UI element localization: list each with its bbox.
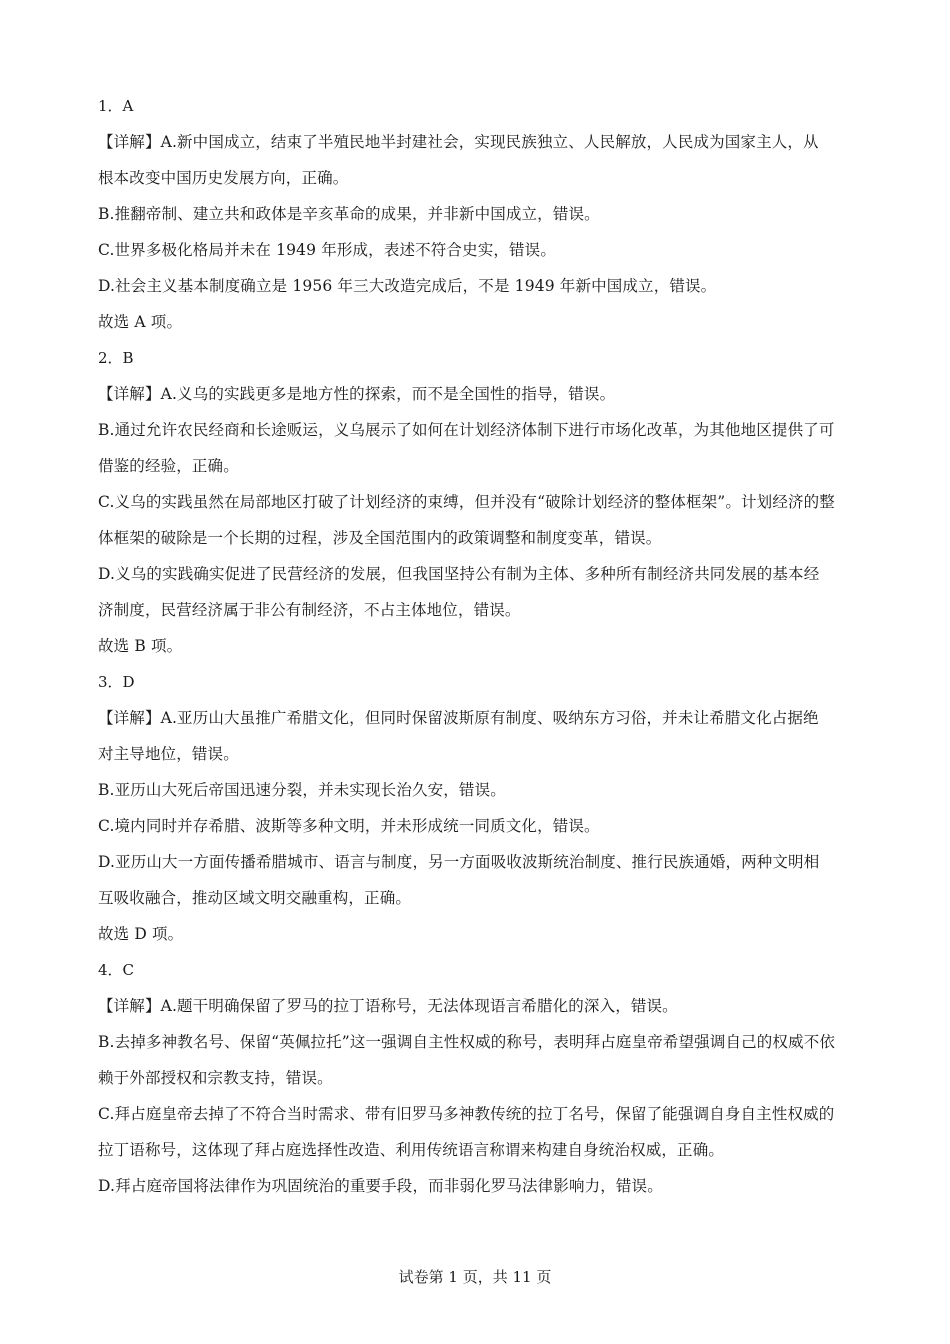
question-block-4 (98, 961, 858, 1195)
text-line: B.去掉多神教名号、保留“英佩拉托”这一强调自主性权威的称号，表明拜占庭皇帝希望强调自己的权威不依 (98, 1033, 836, 1051)
text-line: 体框架的破除是一个长期的过程，涉及全国范围内的政策调整和制度变革，错误。 (98, 529, 662, 547)
text-line: D.义乌的实践确实促进了民营经济的发展，但我国坚持公有制为主体、多种所有制经济共同发展的基本经 (98, 565, 820, 583)
text-line: 互吸收融合，推动区域文明交融重构，正确。 (98, 889, 412, 907)
conclusion-line (98, 637, 858, 655)
text-line: 【详解】A.题干明确保留了罗马的拉丁语称号，无法体现语言希腊化的深入，错误。 (98, 997, 678, 1015)
text-line: D.拜占庭帝国将法律作为巩固统治的重要手段，而非弱化罗马法律影响力，错误。 (98, 1177, 663, 1195)
text-line: 拉丁语称号，这体现了拜占庭选择性改造、利用传统语言称谓来构建自身统治权威，正确。 (98, 1141, 725, 1159)
text-line: B.通过允许农民经商和长途贩运，义乌展示了如何在计划经济体制下进行市场化改革，为其他地区提供了可 (98, 421, 835, 439)
text-line: 对主导地位，错误。 (98, 745, 239, 763)
conclusion-line (98, 925, 858, 943)
text-line: C.拜占庭皇帝去掉了不符合当时需求、带有旧罗马多神教传统的拉丁名号，保留了能强调自身自主性权威的 (98, 1105, 835, 1123)
page-footer: 试卷第 1 页，共 11 页 (398, 1268, 552, 1286)
explanation-paragraph (98, 1177, 858, 1195)
question-block-1 (98, 97, 858, 331)
question-block-3 (98, 673, 858, 943)
explanation-paragraph (98, 205, 858, 223)
text-line: B.亚历山大死后帝国迅速分裂，并未实现长治久安，错误。 (98, 781, 506, 799)
text-line: C.世界多极化格局并未在 1949 年形成，表述不符合史实，错误。 (98, 241, 556, 259)
text-line: 济制度，民营经济属于非公有制经济，不占主体地位，错误。 (98, 601, 521, 619)
text-line: 【详解】A.亚历山大虽推广希腊文化，但同时保留波斯原有制度、吸纳东方习俗，并未让希腊文化占据绝 (98, 709, 819, 727)
answer-label: 3．D (98, 673, 135, 691)
text-line: 故选 D 项。 (98, 925, 184, 943)
text-line: 赖于外部授权和宗教支持，错误。 (98, 1069, 333, 1087)
explanation-paragraph (98, 385, 858, 403)
text-line: 借鉴的经验，正确。 (98, 457, 239, 475)
text-line: C.境内同时并存希腊、波斯等多种文明，并未形成统一同质文化，错误。 (98, 817, 600, 835)
text-line: D.社会主义基本制度确立是 1956 年三大改造完成后，不是 1949 年新中国成立，错误。 (98, 277, 717, 295)
text-line: 根本改变中国历史发展方向，正确。 (98, 169, 349, 187)
explanation-paragraph (98, 1105, 858, 1159)
conclusion-line (98, 313, 858, 331)
explanation-paragraph (98, 133, 858, 187)
text-line: 故选 A 项。 (98, 313, 183, 331)
explanation-paragraph (98, 709, 858, 763)
text-line: 故选 B 项。 (98, 637, 183, 655)
answer-label: 4．C (98, 961, 135, 979)
text-line: C.义乌的实践虽然在局部地区打破了计划经济的束缚，但并没有“破除计划经济的整体框架”。计划经济的整 (98, 493, 835, 511)
explanation-paragraph (98, 781, 858, 799)
text-line: D.亚历山大一方面传播希腊城市、语言与制度，另一方面吸收波斯统治制度、推行民族通婚，两种文明相 (98, 853, 820, 871)
explanation-paragraph (98, 421, 858, 475)
explanation-paragraph (98, 277, 858, 295)
text-line: B.推翻帝制、建立共和政体是辛亥革命的成果，并非新中国成立，错误。 (98, 205, 600, 223)
question-block-2 (98, 349, 858, 655)
explanation-paragraph (98, 853, 858, 907)
text-line: 【详解】A.义乌的实践更多是地方性的探索，而不是全国性的指导，错误。 (98, 385, 616, 403)
explanation-paragraph (98, 241, 858, 259)
explanation-paragraph (98, 1033, 858, 1087)
text-line: 【详解】A.新中国成立，结束了半殖民地半封建社会，实现民族独立、人民解放，人民成为国家主人，从 (98, 133, 819, 151)
answer-sheet (98, 97, 858, 1213)
answer-label: 2．B (98, 349, 134, 367)
explanation-paragraph (98, 493, 858, 547)
answer-label: 1．A (98, 97, 134, 115)
explanation-paragraph (98, 565, 858, 619)
explanation-paragraph (98, 997, 858, 1015)
explanation-paragraph (98, 817, 858, 835)
